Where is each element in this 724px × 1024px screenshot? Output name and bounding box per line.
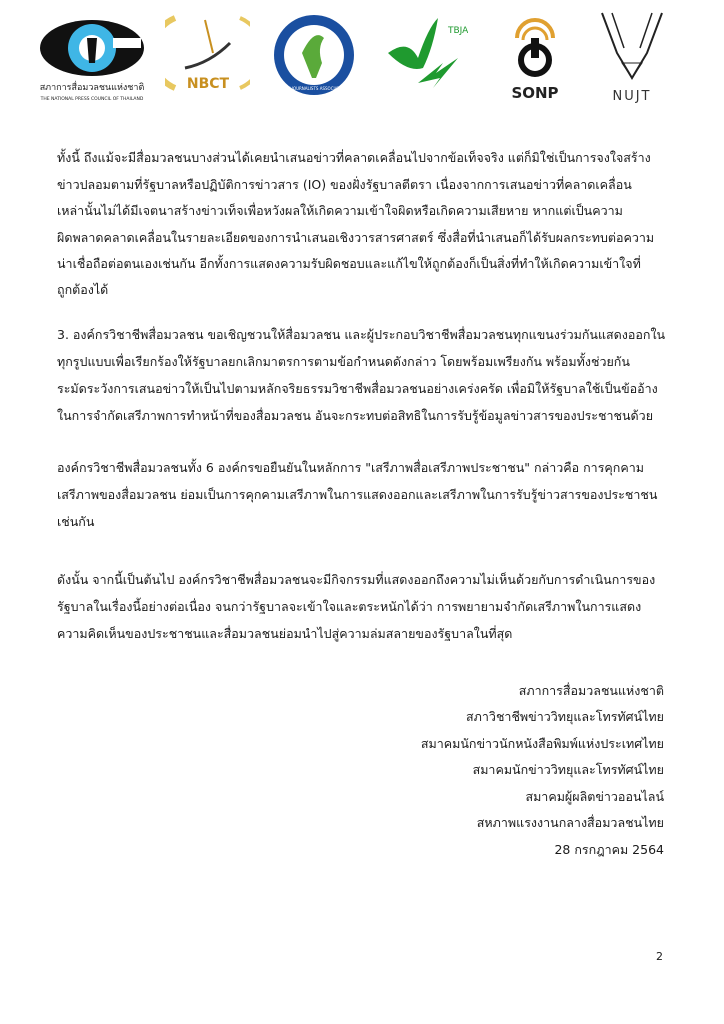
paragraph-line: เหล่านั้นไม่ได้มีเจตนาสร้างข่าวเท็จเพื่อหวังผลให้เกิดความเข้าใจผิดหรือเกิดความเสียหาย หากแต่เป็นความ bbox=[57, 203, 623, 218]
signatory: สภาวิชาชีพข่าววิทยุและโทรทัศน์ไทย bbox=[466, 709, 664, 724]
tbja-logo bbox=[378, 8, 468, 103]
paragraph-line: เสรีภาพของสื่อมวลชน ย่อมเป็นการคุกคามเสรีภาพในการแสดงออกและเสรีภาพในการรับรู้ข่าวสารของประชาชน bbox=[57, 487, 658, 502]
paragraph-line: เช่นกัน bbox=[57, 514, 95, 529]
signatory: สมาคมผู้ผลิตข่าวออนไลน์ bbox=[525, 789, 664, 804]
paragraph-line: ผิดพลาดคลาดเคลื่อนในรายละเอียดของการนำเสนอเชิงวารสารศาสตร์ ซึ่งสื่อที่นำเสนอก็ได้รับผลกระทบต่อความ bbox=[57, 230, 655, 245]
signatory: สภาการสื่อมวลชนแห่งชาติ bbox=[518, 683, 664, 698]
npct-logo bbox=[35, 8, 150, 103]
paragraph-line: องค์กรวิชาชีพสื่อมวลชนทั้ง 6 องค์กรขอยืนยันในหลักการ "เสรีภาพสื่อเสรีภาพประชาชน" กล่าวคือ การคุกคาม bbox=[57, 460, 644, 475]
paragraph-line: ทั้งนี้ ถึงแม้จะมีสื่อมวลชนบางส่วนได้เคยนำเสนอข่าวที่คลาดเคลื่อนไปจากข้อเท็จจริง แต่ก็มิใช่เป็นการจงใจสร้าง bbox=[57, 150, 651, 165]
signatory: สมาคมนักข่าวนักหนังสือพิมพ์แห่งประเทศไทย bbox=[420, 736, 664, 751]
nbct-logo-text: NBCT bbox=[186, 76, 230, 92]
signatory: สหภาพแรงงานกลางสื่อมวลชนไทย bbox=[476, 815, 664, 830]
paragraph-line: ระมัดระวังการเสนอข่าวให้เป็นไปตามหลักจริยธรรมวิชาชีพสื่อมวลชนอย่างเคร่งครัด เพื่อมิให้รัฐบาลใช้เป็นข้ออ้าง bbox=[57, 381, 658, 396]
sonp-logo-text: SONP bbox=[511, 84, 559, 102]
nujt-logo bbox=[592, 8, 672, 103]
nbct-logo bbox=[165, 8, 250, 103]
logo-banner bbox=[0, 0, 724, 110]
signatory: สมาคมนักข่าววิทยุและโทรทัศน์ไทย bbox=[472, 762, 664, 777]
paragraph-line: น่าเชื่อถือต่อตนเองเช่นกัน อีกทั้งการแสดงความรับผิดชอบและแก้ไขให้ถูกต้องก็เป็นสิ่งที่ทำให้เกิดความเข้าใจที่ bbox=[57, 256, 641, 271]
paragraph-line: 3. องค์กรวิชาชีพสื่อมวลชน ขอเชิญชวนให้สื่อมวลชน และผู้ประกอบวิชาชีพสื่อมวลชนทุกแขนงร่วมกันแสดงออกใน bbox=[57, 327, 666, 342]
paragraph-line: ความคิดเห็นของประชาชนและสื่อมวลชนย่อมนำไปสู่ความล่มสลายของรัฐบาลในที่สุด bbox=[57, 626, 513, 641]
npct-logo-text-th: สภาการสื่อมวลชนแห่งชาติ bbox=[39, 83, 145, 93]
document-date: 28 กรกฎาคม 2564 bbox=[554, 842, 664, 857]
paragraph-line: ในการจำกัดเสรีภาพการทำหน้าที่ของสื่อมวลชน อันจะกระทบต่อสิทธิในการรับรู้ข้อมูลข่าวสารของประชาชนด้วย bbox=[57, 408, 654, 423]
npct-logo-text-en: THE NATIONAL PRESS COUNCIL OF THAILAND bbox=[40, 97, 144, 102]
paragraph-line: ข่าวปลอมตามที่รัฐบาลหรือปฏิบัติการข่าวสาร (IO) ของฝั่งรัฐบาลตีตรา เนื่องจากการเสนอข่าวที่คลาดเคลื่อน bbox=[57, 177, 632, 192]
tbja-logo-text: TBJA bbox=[448, 26, 468, 36]
tja-logo bbox=[272, 8, 357, 103]
paragraph-line: ดังนั้น จากนี้เป็นต้นไป องค์กรวิชาชีพสื่อมวลชนจะมีกิจกรรมที่แสดงออกถึงความไม่เห็นด้วยกับการดำเนินการของ bbox=[57, 572, 656, 587]
sonp-logo bbox=[505, 8, 565, 103]
nujt-logo-text: NUJT bbox=[612, 89, 652, 103]
page-number: 2 bbox=[656, 950, 663, 963]
paragraph-line: ถูกต้องได้ bbox=[57, 282, 109, 297]
paragraph-line: ทุกรูปแบบเพื่อเรียกร้องให้รัฐบาลยกเลิกมาตรการตามข้อกำหนดดังกล่าว โดยพร้อมเพรียงกัน พร้อมทั้งช่วยกัน bbox=[57, 354, 630, 369]
tja-logo-text: THAI JOURNALISTS ASSOCIATION bbox=[281, 86, 347, 91]
paragraph-line: รัฐบาลในเรื่องนี้อย่างต่อเนื่อง จนกว่ารัฐบาลจะเข้าใจและตระหนักได้ว่า การพยายามจำกัดเสรีภาพในการแสดง bbox=[57, 599, 642, 614]
